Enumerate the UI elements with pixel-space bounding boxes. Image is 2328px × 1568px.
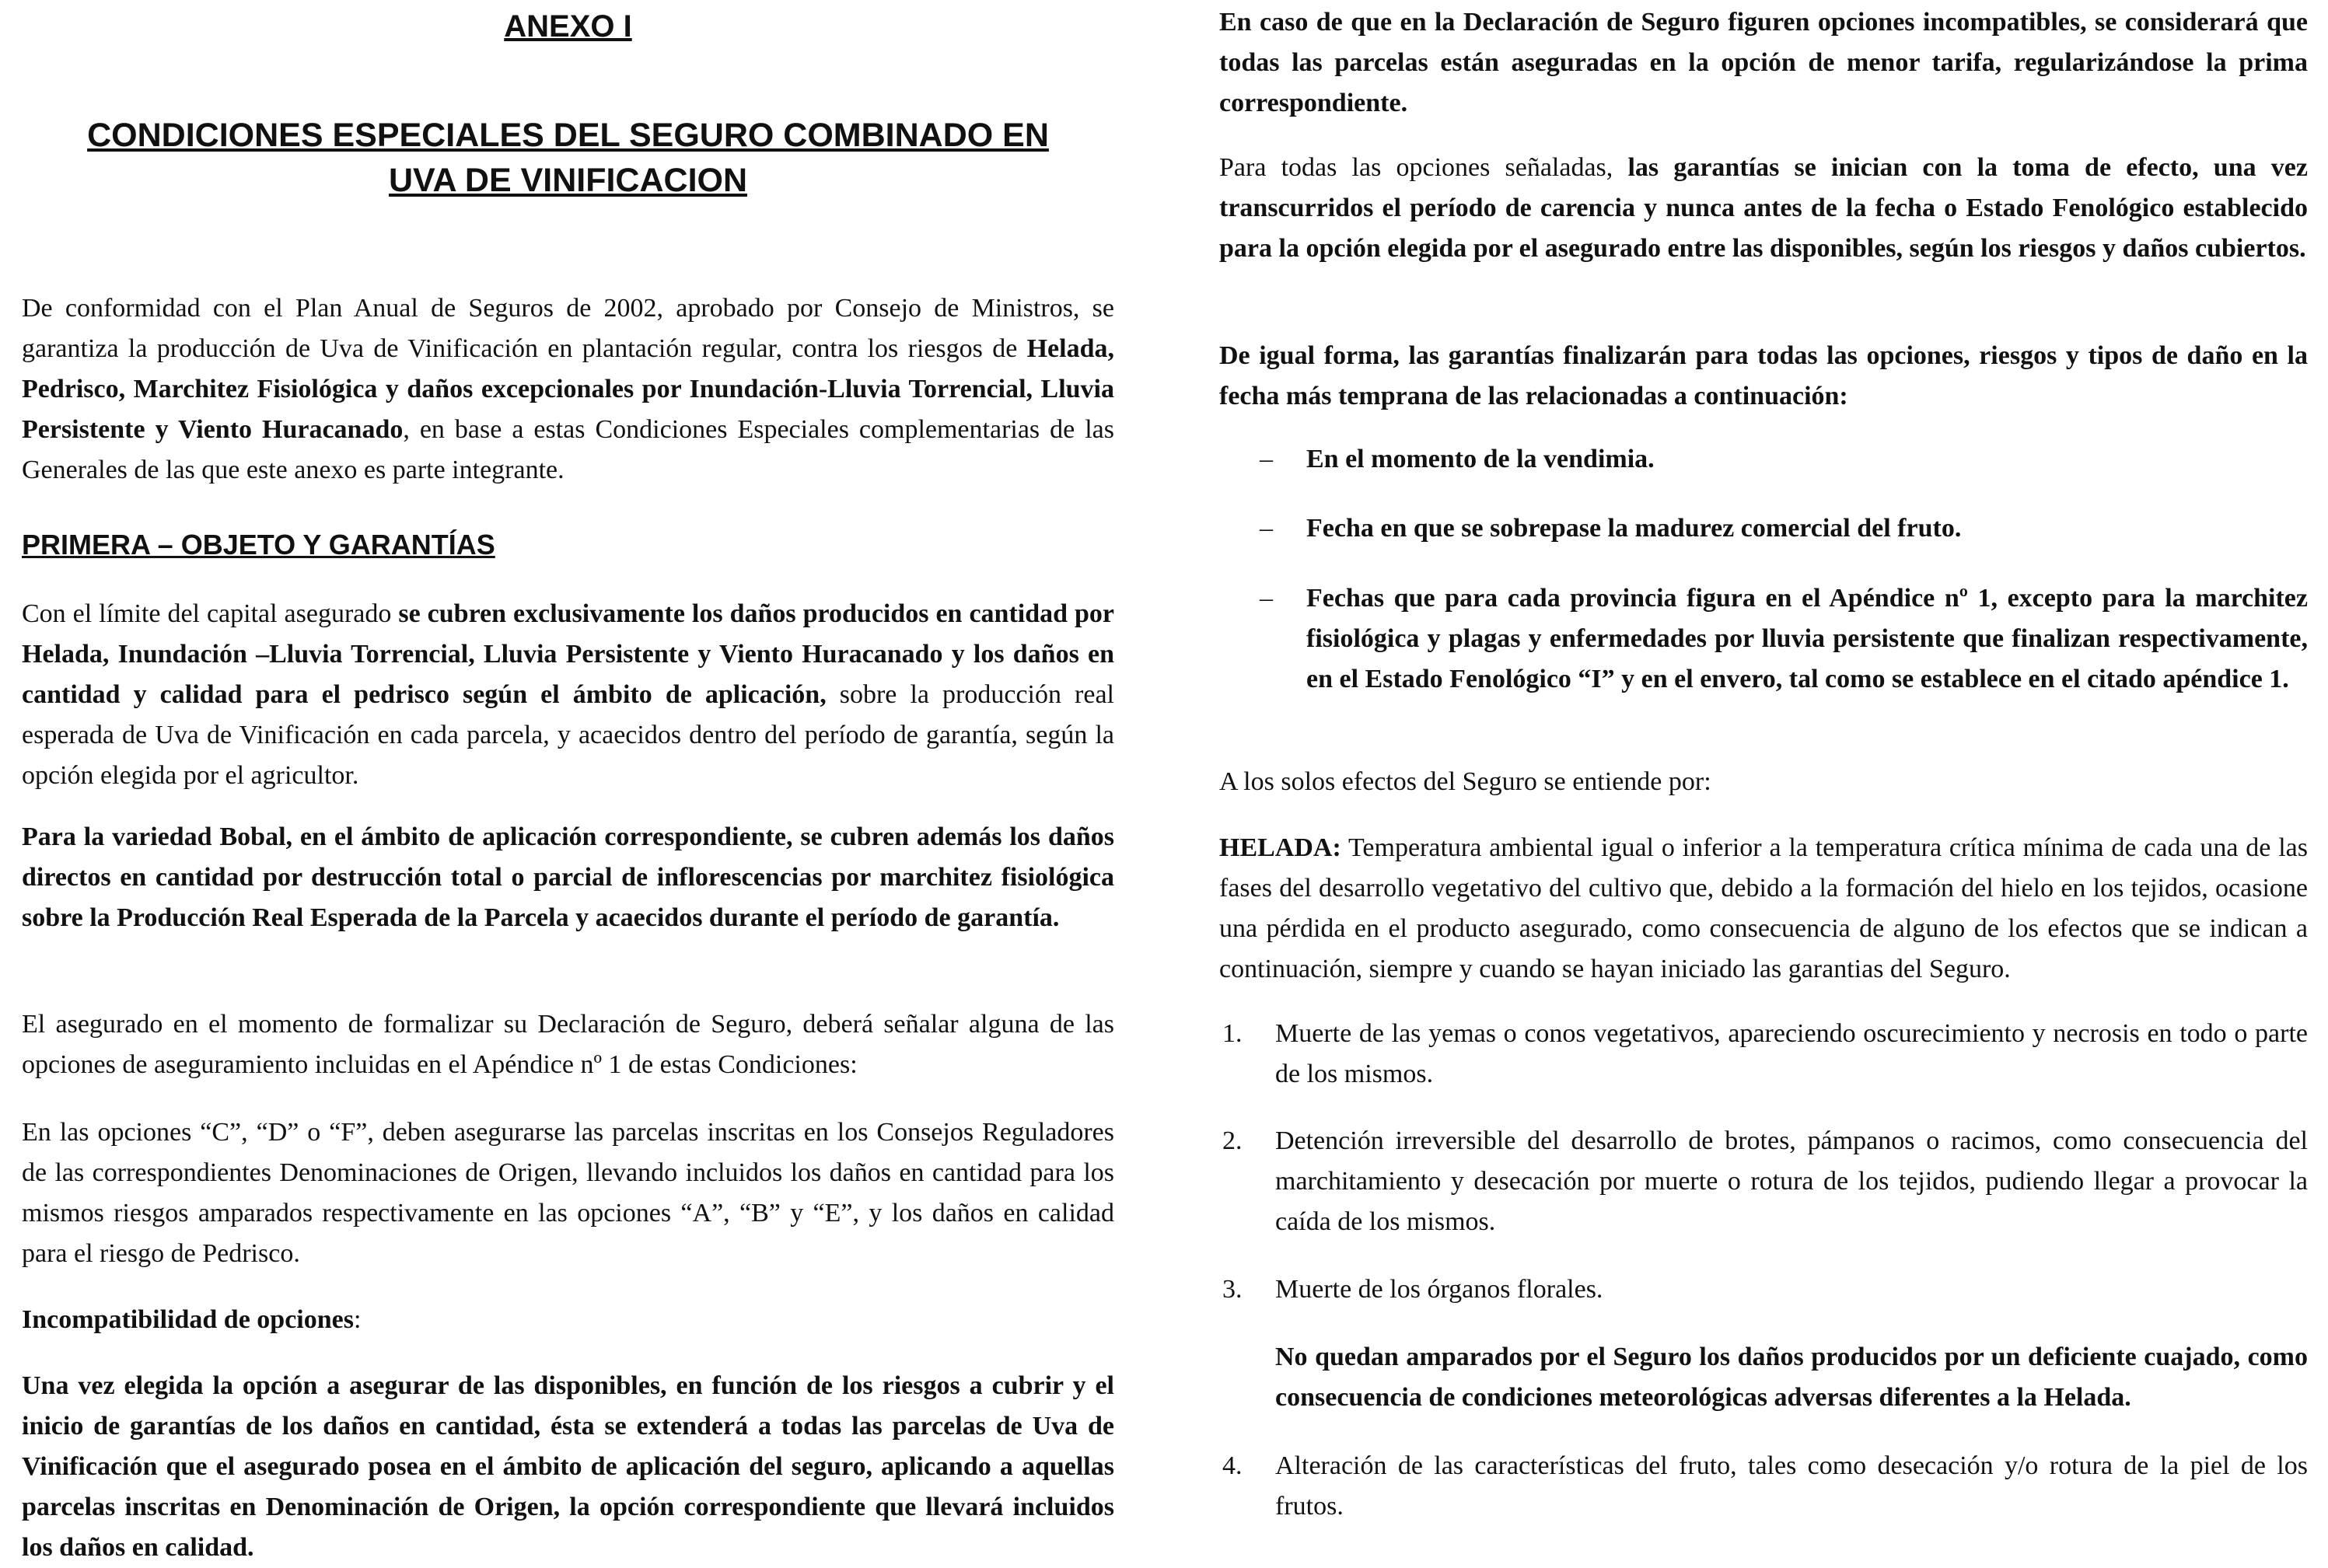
intro-paragraph: De conformidad con el Plan Anual de Seguros de 2002, aprobado por Consejo de Ministros, se garantiza la producción de Uva de Vinificación en plantación regular, contra los riesgos de Helada, Pedrisco, Marchitez Fisiológica y daños excepcionales por Inundación-Lluvia Torrencial, Lluvia Persistente y Viento Huracanado, en base a estas Condiciones Especiales complementarias de las Generales de las que este anexo es parte integrante. — [22, 294, 1114, 484]
paragraph-solos-efectos: A los solos efectos del Seguro se entiende por: — [1219, 767, 1711, 796]
paragraph-en-caso: En caso de que en la Declaración de Seguro figuren opciones incompatibles, se considerará que todas las parcelas están aseguradas en la opción de menor tarifa, regularizándose la prima correspondiente. — [1219, 8, 2308, 117]
dash-marker: – — [1260, 584, 1273, 613]
section-heading-primera: PRIMERA – OBJETO Y GARANTÍAS — [22, 529, 495, 560]
document-page: ANEXO I CONDICIONES ESPECIALES DEL SEGURO COMBINADO EN UVA DE VINIFICACION De conformidad con el Plan Anual de Seguros de 2002, aprobado por Consejo de Ministros, se garantiza la producción de Uva de Vinificación en plantación regular, contra los riesgos de Helada, Pedrisco, Marchitez Fisiológica y daños excepcionales por Inundación-Lluvia Torrencial, Lluvia Persistente y Viento Huracanado, en base a estas Condiciones Especiales complementarias de las Generales de las que este anexo es parte integrante. PRIMERA – OBJETO Y GARANTÍAS Con el límite del capital asegurado se cubren exclusivamente los daños producidos en cantidad por Helada, Inundación –Lluvia Torrencial, Lluvia Persistente y Viento Huracanado y los daños en cantidad y calidad para el pedrisco según el ámbito de aplicación, sobre la producción real esperada de Uva de Vinificación en cada parcela, y acaecidos dentro del período de garantía, según la opción elegida por el agricultor. Para la variedad Bobal, en el ámbito de aplicación correspondiente, se cubren además los daños directos en cantidad por destrucción total o parcial de inflorescencias por marchitez fisiológica sobre la Producción Real Esperada de la Parcela y acaecidos durante el período de garantía. El asegurado en el momento de formalizar su Declaración de Seguro, deberá señalar alguna de las opciones de aseguramiento incluidas en el Apéndice nº 1 de estas Condiciones: En las opciones “C”, “D” o “F”, deben asegurarse las parcelas inscritas en los Consejos Reguladores de las correspondientes Denominaciones de Origen, llevando incluidos los daños en cantidad para los mismos riesgos amparados respectivamente en las opciones “A”, “B” y “E”, y los daños en calidad para el riesgo de Pedrisco. Incompatibilidad de opciones: Una vez elegida la opción a asegurar de las disponibles, en función de los riesgos a cubrir y el inicio de garantías de los daños en cantidad, ésta se extenderá a todas las parcelas de Uva de Vinificación que el asegurado posea en el ámbito de aplicación del seguro, aplicando a aquellas parcelas inscritas en Denominación de Origen, la opción correspondiente que llevará incluidos los daños en calidad. En caso de que en la Declaración de Seguro figuren opciones incompatibles, se considerará que todas las parcelas están aseguradas en la opción de menor tarifa, regularizándose la prima correspondiente. Para todas las opciones señaladas, las garantías se inician con la toma de efecto, una vez transcurridos el período de carencia y nunca antes de la fecha o Estado Fenológico establecido para la opción elegida por el asegurado entre las disponibles, según los riesgos y daños cubiertos. De igual forma, las garantías finalizarán para todas las opciones, riesgos y tipos de daño en la fecha más temprana de las relacionadas a continuación: – En el momento de la vendimia. – Fecha en que se sobrepase la madurez comercial del fruto. – Fechas que para cada provincia figura en el Apéndice nº 1, excepto para la marchitez fisiológica y plagas y enfermedades por lluvia persistente que finalizan respectivamente, en el Estado Fenológico “I” y en el envero, tal como se establece en el citado apéndice 1. A los solos efectos del Seguro se entiende por: HELADA: Temperatura ambiental igual o inferior a la temperatura crítica mínima de cada una de las fases del desarrollo vegetativo del cultivo que, debido a la formación del hielo en los tejidos, ocasione una pérdida en el producto asegurado, como consecuencia de alguno de los efectos que se indican a continuación, siempre y cuando se hayan iniciado las garantias del Seguro. 1. Muerte de las yemas o conos vegetativos, apareciendo oscurecimiento y necrosis en todo o parte de los mismos. 2. Detención irreversible del desarrollo de brotes, pámpanos o racimos, como consecuencia del marchitamiento y desecación por muerte o rotura de los tejidos, pudiendo llegar a provocar la caída de los mismos. 3. Muerte de los órganos florales. No quedan amparados por el Seguro los daños producidos por un deficiente cuajado, como consecuencia de condiciones meteorológicas adversas diferentes a la Helada. 4. Alteración de las características del fruto, tales como desecación y/o rotura de la piel de los frutos. — [0, 0, 2328, 1566]
document-title-line-2: UVA DE VINIFICACION — [388, 162, 748, 199]
paragraph-opciones: En las opciones “C”, “D” o “F”, deben asegurarse las parcelas inscritas en los Consejos Reguladores de las correspondientes Denominaciones de Origen, llevando incluidos los daños en cantidad para los mismos riesgos amparados respectivamente en las opciones “A”, “B” y “E”, y los daños en calidad para el riesgo de Pedrisco. — [22, 1118, 1114, 1268]
annex-title: ANEXO I — [504, 9, 632, 44]
paragraph-una-vez: Una vez elegida la opción a asegurar de las disponibles, en función de los riesgos a cubrir y el inicio de garantías de los daños en cantidad, ésta se extenderá a todas las parcelas de Uva de Vinificación que el asegurado posea en el ámbito de aplicación del seguro, aplicando a aquellas parcelas inscritas en Denominación de Origen, la opción correspondiente que llevará incluidos los daños en calidad. — [22, 1371, 1114, 1562]
incompatibility-heading: Incompatibilidad de opciones: — [22, 1305, 362, 1334]
document-title — [22, 113, 1114, 203]
dash-marker: – — [1260, 514, 1273, 543]
paragraph-de-igual-forma: De igual forma, las garantías finalizarán para todas las opciones, riesgos y tipos de daño en la fecha más temprana de las relacionadas a continuación: — [1219, 341, 2308, 410]
paragraph-bobal: Para la variedad Bobal, en el ámbito de aplicación correspondiente, se cubren además los daños directos en cantidad por destrucción total o parcial de inflorescencias por marchitez fisiológica sobre la Producción Real Esperada de la Parcela y acaecidos durante el período de garantía. — [22, 822, 1114, 932]
paragraph-capital-limit: Con el límite del capital asegurado se cubren exclusivamente los daños producidos en cantidad por Helada, Inundación –Lluvia Torrencial, Lluvia Persistente y Viento Huracanado y los daños en cantidad y calidad para el pedrisco según el ámbito de aplicación, sobre la producción real esperada de Uva de Vinificación en cada parcela, y acaecidos dentro del período de garantía, según la opción elegida por el agricultor. — [22, 599, 1114, 790]
document-title-line-1: CONDICIONES ESPECIALES DEL SEGURO COMBINADO EN — [87, 117, 1049, 154]
paragraph-helada-definition: HELADA: Temperatura ambiental igual o inferior a la temperatura crítica mínima de cada una de las fases del desarrollo vegetativo del cultivo que, debido a la formación del hielo en los tejidos, ocasione una pérdida en el producto asegurado, como consecuencia de alguno de los efectos que se indican a continuación, siempre y cuando se hayan iniciado las garantias del Seguro. — [1219, 833, 2308, 983]
paragraph-no-quedan: No quedan amparados por el Seguro los daños producidos por un deficiente cuajado, como consecuencia de condiciones meteorológicas adversas diferentes a la Helada. — [1275, 1343, 2308, 1412]
dash-marker: – — [1260, 445, 1273, 473]
paragraph-para-todas: Para todas las opciones señaladas, las garantías se inician con la toma de efecto, una vez transcurridos el período de carencia y nunca antes de la fecha o Estado Fenológico establecido para la opción elegida por el asegurado entre las disponibles, según los riesgos y daños cubiertos. — [1219, 153, 2308, 263]
paragraph-asegurado: El asegurado en el momento de formalizar su Declaración de Seguro, deberá señalar alguna de las opciones de aseguramiento incluidas en el Apéndice nº 1 de estas Condiciones: — [22, 1010, 1114, 1079]
